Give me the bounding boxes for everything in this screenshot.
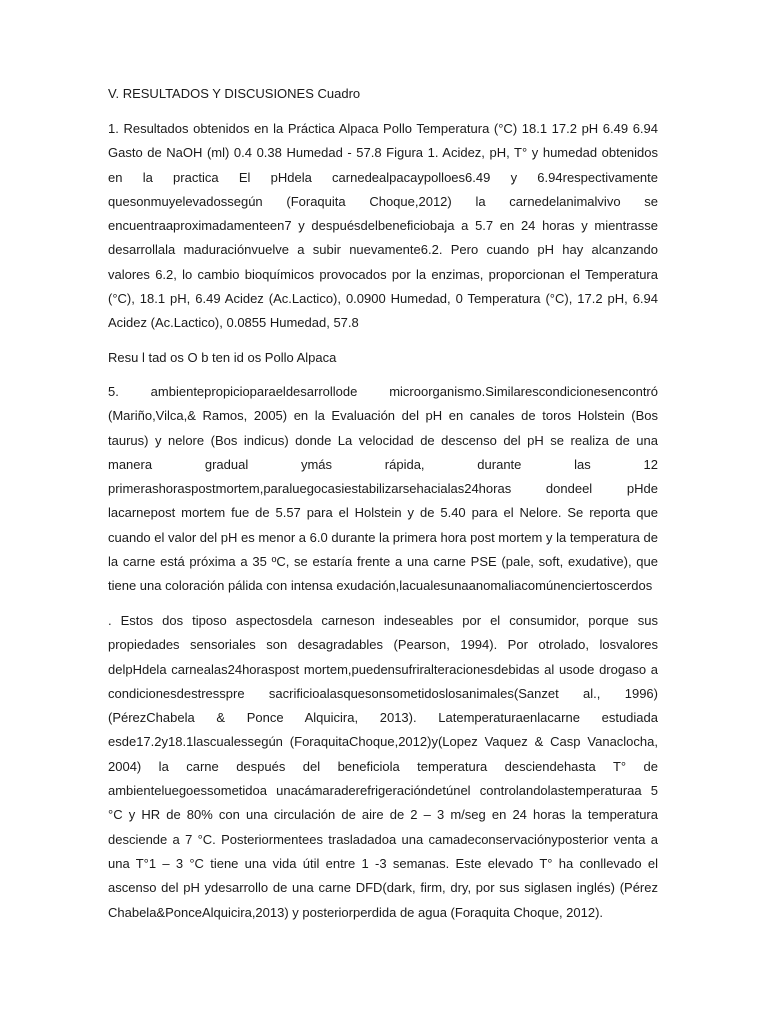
- discussion-paragraph: 5. ambientepropicioparaeldesarrollode microorganismo.Similarescondicionesencontró (Mariño,Vilca,& Ramos, 2005) en la Evaluación del pH en canales de toros Holstein (Bos taurus) y nelore (Bos indicus) donde La velocidad de descenso del pH se realiza de una manera gradual ymás rápida, durante las 12 primerashoraspostmortem,paraluegocasiestabilizarsehacialas24horas dondeel pHde lacarnepost mortem fue de 5.57 para el Holstein y de 5.40 para el Nelore. Se reporta que cuando el valor del pH es menor a 6.0 durante la primera hora post mortem y la temperatura de la carne está próxima a 35 ºC, se estaría frente a una carne PSE (pale, soft, exudative), que tiene una coloración pálida con intensa exudación,lacualesunaanomaliacomúnenciertoscerdos: [108, 384, 658, 594]
- results-paragraph: 1. Resultados obtenidos en la Práctica Alpaca Pollo Temperatura (°C) 18.1 17.2 pH 6.49 6.94 Gasto de NaOH (ml) 0.4 0.38 Humedad - 57.8 Figura 1. Acidez, pH, T° y humedad obtenidos en la practica El pHdela carnedealpacaypolloes6.49 y 6.94respectivamente quesonmuyelevadossegún (Foraquita Choque,2012) la carnedelanimalvivo se encuentraaproximadamenteen7 y despuésdelbeneficiobaja a 5.7 en 24 horas y mientrasse desarrollala maduraciónvuelve a subir nuevamente6.2. Pero cuando pH hay alcanzando valores 6.2, lo cambio bioquímicos provocados por la enzimas, proporcionan el Temperatura (°C), 18.1 pH, 6.49 Acidez (Ac.Lactico), 0.0900 Humedad, 0 Temperatura (°C), 17.2 pH, 6.94 Acidez (Ac.Lactico), 0.0855 Humedad, 57.8: [108, 121, 658, 331]
- section-heading: V. RESULTADOS Y DISCUSIONES Cuadro: [108, 86, 361, 101]
- discussion-paragraph-continued: . Estos dos tiposo aspectosdela carneson indeseables por el consumidor, porque sus propiedades sensoriales son desagradables (Pearson, 1994). Por otrolado, losvalores delpHdela carnealas24horaspost mortem,puedensufriralteracionesdebidas al usode drogaso a condicionesdestresspre sacrificioalasquesonsometidoslosanimales(Sanzet al., 1996) (PérezChabela & Ponce Alquicira, 2013). Latemperaturaenlacarne estudiada esde17.2y18.1lascualessegún (ForaquitaChoque,2012)y(Lopez Vaquez & Casp Vanaclocha, 2004) la carne después del beneficiola temperatura desciendehasta T° de ambienteluegoessometidoa unacámaraderefrigeracióndetúnel controlandolastemperaturaa 5 °C y HR de 80% con una circulación de aire de 2 – 3 m/seg en 24 horas la temperatura desciende a 7 °C. Posteriormentees trasladadoa una camadeconservaciónyposterior venta a una T°1 – 3 °C tiene una vida útil entre 1 -3 semanas. Este elevado T° ha conllevado el ascenso del pH ydesarrollo de una carne DFD(dark, firm, dry, por sus siglasen inglés) (Pérez Chabela&PonceAlquicira,2013) y posteriorperdida de agua (Foraquita Choque, 2012).: [108, 613, 658, 920]
- results-subheading: Resu l tad os O b ten id os Pollo Alpaca: [108, 350, 337, 365]
